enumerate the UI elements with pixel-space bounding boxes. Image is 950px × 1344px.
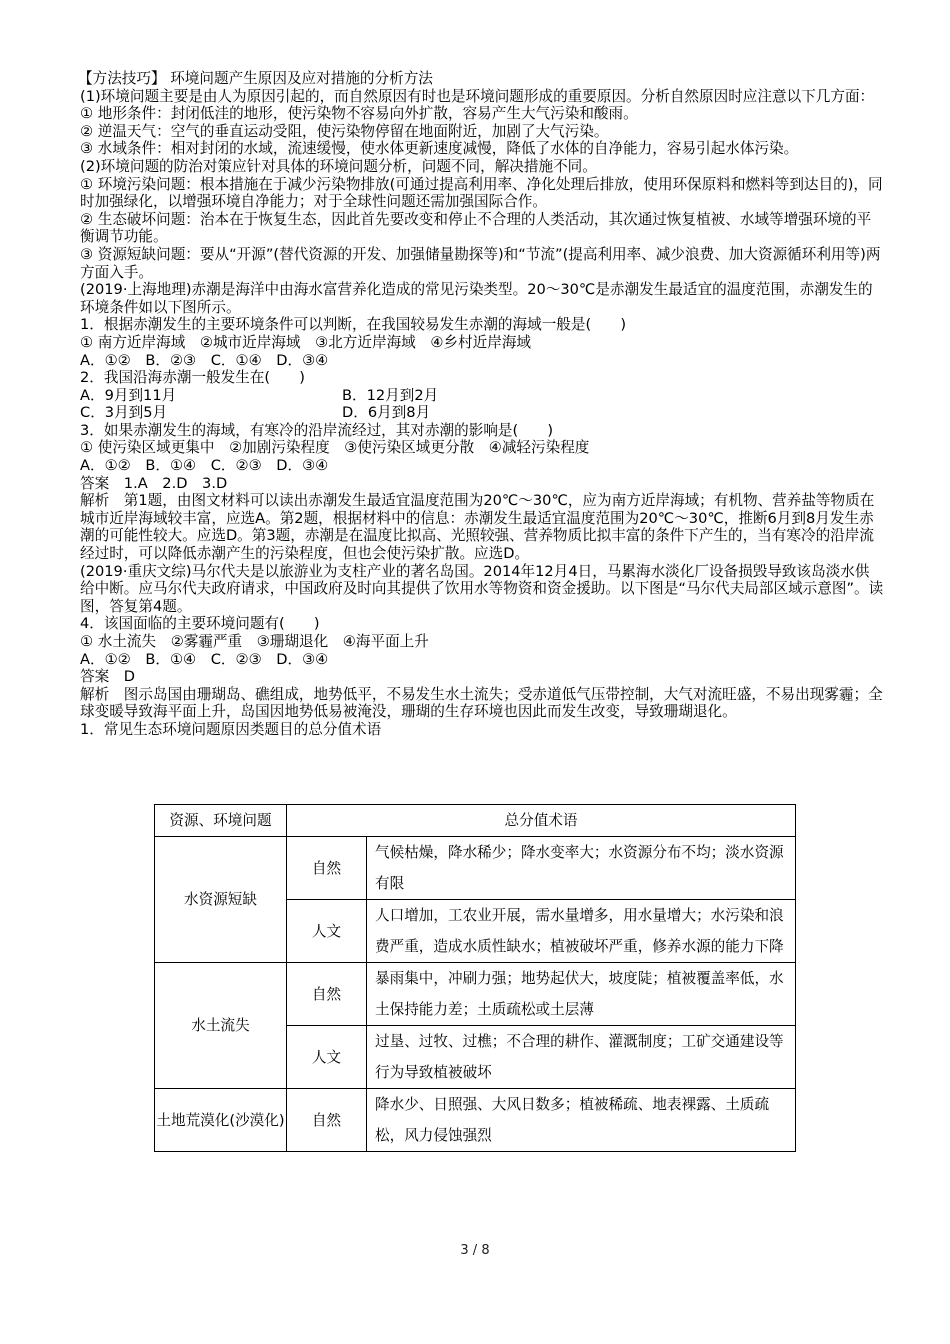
table-cell-type: 自然	[287, 837, 367, 900]
question-1-options: A．①② B．②③ C．①④ D．③④	[80, 351, 329, 369]
table-heading: 1．常见生态环境问题原因类题目的总分值术语	[80, 720, 382, 738]
intro-point-pollution: ① 环境污染问题：根本措施在于减少污染物排放(可通过提高利用率、净化处理后排放，使用环保原料和燃料等到达目的)，同时加强绿化，以增强环境自净能力；对于全球性问题还需加强国际合作。	[80, 175, 883, 211]
table-cell-type: 自然	[287, 1089, 367, 1152]
intro-point-resource: ③ 资源短缺问题：要从“开源”(替代资源的开发、加强储量勘探等)和“节流”(提高利用率、减少浪费、加大资源循环利用等)两方面入手。	[80, 245, 881, 281]
question-group-1-stem: (2019·上海地理)赤潮是海洋中由海水富营养化造成的常见污染类型。20～30℃是赤潮发生最适宜的温度范围，赤潮发生的环境条件如以下图所示。	[80, 281, 873, 316]
intro-point-water: ③ 水域条件：相对封闭的水域，流速缓慢，使水体更新速度减慢，降低了水体的自净能力，容易引起水体污染。	[80, 140, 799, 158]
method-title	[78, 70, 884, 88]
question-2-option-a: A．9月到11月	[80, 386, 177, 404]
question-group-2-stem: (2019·重庆文综)马尔代夫是以旅游业为支柱产业的著名岛国。2014年12月4日，马累海水淡化厂设备损毁导致该岛淡水供给中断。应马尔代夫政府请求，中国政府及时向其提供了饮用水等物资和资金援助。以下图是“马尔代夫局部区域示意图”。读图，答复第4题。	[80, 562, 884, 615]
question-4: 4．该国面临的主要环境问题有( )	[80, 615, 320, 633]
table-row	[155, 837, 796, 900]
table-cell-text: 过垦、过牧、过樵；不合理的耕作、灌溉制度；工矿交通建设等行为导致植被破坏	[367, 1026, 796, 1089]
table-cell-text: 人口增加，工农业开展，需水量增多，用水量增大；水污染和浪费严重，造成水质性缺水；植被破坏严重，修养水源的能力下降	[367, 900, 796, 963]
analysis-group-1: 解析 第1题，由图文材料可以读出赤潮发生最适宜温度范围为20℃～30℃，应为南方近岸海域；有机物、营养盐等物质在城市近岸海域较丰富，应选A。第2题，根据材料中的信息：赤潮发生最适宜温度范围为20℃～30℃，推断6月到8月发生赤潮的可能性较大。应选D。第3题，赤潮是在温度比拟高、光照较强、营养物质比拟丰富的条件下产生的，当有寒冷的沿岸流经过时，可以降低赤潮产生的污染程度，但也会使污染扩散。应选D。	[80, 492, 875, 563]
question-4-items: ① 水土流失 ②雾霾严重 ③珊瑚退化 ④海平面上升	[80, 633, 429, 650]
table-cell-text: 气候枯燥，降水稀少；降水变率大；水资源分布不均；淡水资源有限	[367, 837, 796, 900]
question-3-options: A．①② B．①④ C．②③ D．③④	[80, 457, 329, 475]
table-row	[155, 1089, 796, 1152]
page-number: 3 / 8	[460, 1243, 490, 1258]
question-2-option-d: D．6月到8月	[342, 404, 431, 422]
answer-group-1: 答案 1.A 2.D 3.D	[80, 474, 228, 492]
table-cell-text: 降水少、日照强、大风日数多；植被稀疏、地表裸露、土质疏松，风力侵蚀强烈	[367, 1089, 796, 1152]
table-header-category: 资源、环境问题	[155, 805, 287, 837]
table-header-terms: 总分值术语	[287, 805, 796, 837]
table-row	[155, 963, 796, 1026]
document-body	[78, 70, 884, 739]
method-title-text: 环境问题产生原因及应对措施的分析方法	[165, 70, 433, 87]
question-4-options: A．①② B．①④ C．②③ D．③④	[80, 650, 329, 668]
question-3: 3．如果赤潮发生的海域，有寒冷的沿岸流经过，其对赤潮的影响是( )	[80, 421, 554, 439]
question-2-option-c: C．3月到5月	[80, 404, 168, 422]
intro-point-inversion: ② 逆温天气：空气的垂直运动受阻，使污染物停留在地面附近，加剧了大气污染。	[80, 122, 609, 140]
table-cell-category: 水土流失	[155, 963, 287, 1089]
question-2: 2．我国沿海赤潮一般发生在( )	[80, 369, 305, 387]
answer-group-2: 答案 D	[80, 668, 136, 686]
intro-point-ecology: ② 生态破坏问题：治本在于恢复生态，因此首先要改变和停止不合理的人类活动，其次通过恢复植被、水域等增强环境的平衡调节功能。	[80, 210, 872, 246]
intro-paragraph-1: (1)环境问题主要是由人为原因引起的，而自然原因有时也是环境问题形成的重要原因。分析自然原因时应注意以下几方面：	[80, 87, 875, 105]
question-2-option-b: B．12月到2月	[342, 386, 439, 404]
terms-table	[154, 804, 796, 1152]
method-title-bracket: 【方法技巧】	[78, 70, 166, 87]
question-2-options-row-1	[78, 387, 884, 405]
table-cell-type: 人文	[287, 900, 367, 963]
table-header-row	[155, 805, 796, 837]
question-3-items: ① 使污染区域更集中 ②加剧污染程度 ③使污染区域更分散 ④减轻污染程度	[80, 439, 590, 457]
table-cell-type: 自然	[287, 963, 367, 1026]
question-1-items: ① 南方近岸海域 ②城市近岸海域 ③北方近岸海域 ④乡村近岸海域	[80, 333, 532, 351]
table-cell-category: 土地荒漠化(沙漠化)	[155, 1089, 287, 1152]
table-cell-category: 水资源短缺	[155, 837, 287, 963]
question-2-options-row-2	[78, 404, 884, 422]
table-cell-type: 人文	[287, 1026, 367, 1089]
terms-table-wrapper	[154, 804, 796, 1152]
intro-point-terrain: ① 地形条件：封闭低洼的地形，使污染物不容易向外扩散，容易产生大气污染和酸雨。	[80, 105, 638, 123]
question-1: 1．根据赤潮发生的主要环境条件可以判断，在我国较易发生赤潮的海域一般是( )	[80, 316, 627, 334]
analysis-group-2: 解析 图示岛国由珊瑚岛、礁组成，地势低平，不易发生水土流失；受赤道低气压带控制，大气对流旺盛，不易出现雾霾；全球变暖导致海平面上升，岛国因地势低易被淹没，珊瑚的生存环境也因此而发生改变，导致珊瑚退化。	[80, 685, 883, 721]
intro-paragraph-2: (2)环境问题的防治对策应针对具体的环境问题分析，问题不同，解决措施不同。	[80, 157, 597, 175]
table-cell-text: 暴雨集中，冲刷力强；地势起伏大，坡度陡；植被覆盖率低，水土保持能力差；土质疏松或土层薄	[367, 963, 796, 1026]
